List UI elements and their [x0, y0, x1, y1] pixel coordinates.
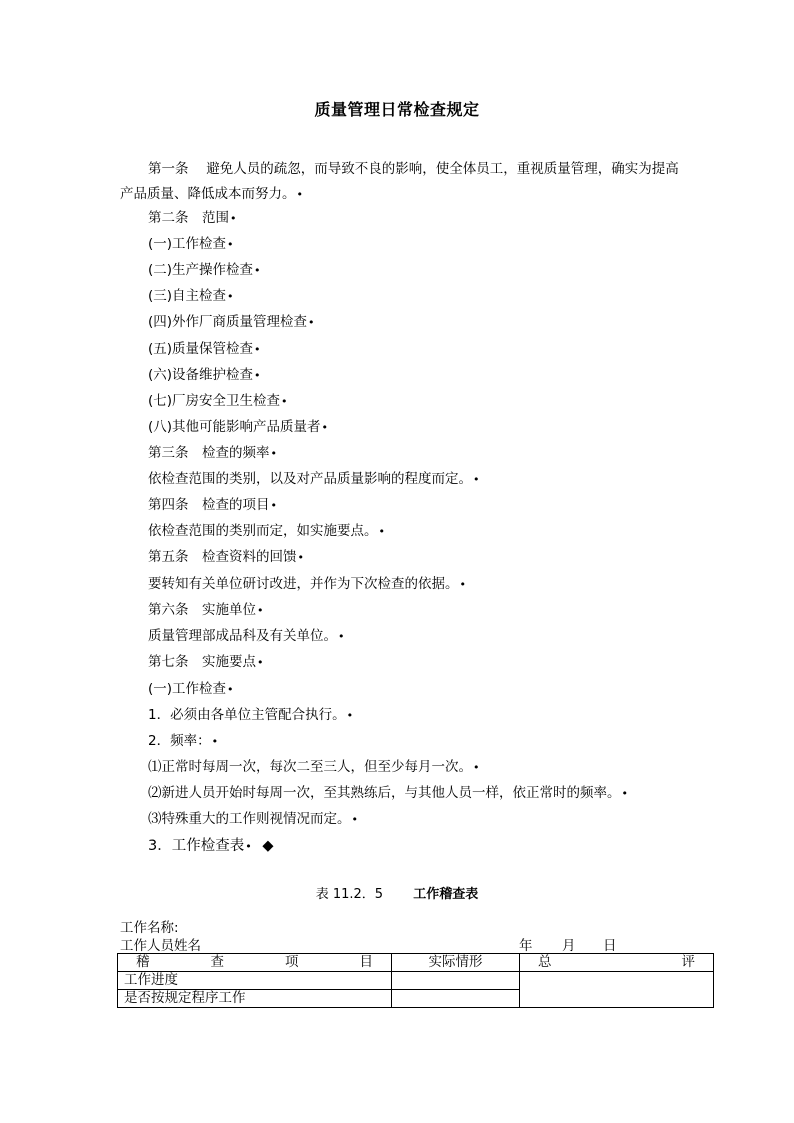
list-item: 1．必须由各单位主管配合执行。• — [148, 707, 354, 723]
inspection-table — [117, 953, 714, 1008]
page-title: 质量管理日常检查规定 — [314, 100, 480, 119]
list-item: 第五条 检查资料的回馈• — [148, 549, 304, 565]
list-item: 第四条 检查的项目• — [148, 497, 277, 513]
header-inspection-item: 稽 查 项 目 — [118, 954, 392, 972]
list-item: 要转知有关单位研讨改进，并作为下次检查的依据。• — [148, 576, 466, 592]
list-item: (三)自主检查• — [148, 288, 234, 304]
article-1-text: 第一条 避免人员的疏忽，而导致不良的影响，使全体员工，重视质量管理，确实为提高产品质量、降低成本而努力。 — [120, 161, 679, 202]
list-item: (一)工作检查• — [148, 236, 234, 252]
table-header-row — [118, 954, 714, 972]
row-label: 工作进度 — [118, 972, 392, 990]
list-item: (五)质量保管检查• — [148, 341, 261, 357]
worker-name-label: 工作人员姓名 — [120, 938, 201, 954]
date-year: 年 — [519, 938, 533, 954]
list-item: (七)厂房安全卫生检查• — [148, 393, 288, 409]
list-item: ⑵新进人员开始时每周一次，至其熟练后，与其他人员一样，依正常时的频率。• — [148, 785, 628, 801]
list-item: (八)其他可能影响产品质量者• — [148, 419, 329, 435]
list-item: (一)工作检查• — [148, 681, 234, 697]
header-actual-situation: 实际情形 — [392, 954, 520, 972]
list-item: 2．频率：• — [148, 733, 219, 749]
date-day: 日 — [603, 938, 617, 954]
date-month: 月 — [562, 938, 576, 954]
list-item: 第六条 实施单位• — [148, 602, 264, 618]
actual-situation-cell[interactable] — [392, 972, 520, 990]
list-item: 质量管理部成品科及有关单位。• — [148, 628, 345, 644]
list-item: ⑶特殊重大的工作则视情况而定。• — [148, 811, 358, 827]
work-name-label: 工作名称: — [120, 920, 179, 936]
header-overall-evaluation: 总 评 — [520, 954, 714, 972]
table-caption — [0, 883, 794, 902]
caption-name: 工作稽查表 — [413, 887, 479, 902]
overall-evaluation-cell[interactable] — [520, 972, 714, 1008]
list-item: 第三条 检查的频率• — [148, 445, 277, 461]
list-item: 依检查范围的类别，以及对产品质量影响的程度而定。• — [148, 471, 480, 487]
actual-situation-cell[interactable] — [392, 990, 520, 1008]
caption-number: 表 11.2．5 — [315, 887, 384, 902]
list-item: (二)生产操作检查• — [148, 262, 261, 278]
list-item: 第七条 实施要点• — [148, 654, 264, 670]
table-row — [118, 972, 714, 990]
diamond-icon: ◆ — [262, 838, 274, 854]
paragraph-mark: • — [296, 188, 303, 201]
list-item: 依检查范围的类别而定，如实施要点。• — [148, 523, 385, 539]
article-1 — [120, 157, 680, 207]
row-label: 是否按规定程序工作 — [118, 990, 392, 1008]
list-item: (四)外作厂商质量管理检查• — [148, 314, 315, 330]
list-item: (六)设备维护检查• — [148, 367, 261, 383]
item-3-heading: 3．工作检查表• ◆ — [148, 838, 274, 854]
list-item: 第二条 范围• — [148, 210, 237, 226]
list-item: ⑴正常时每周一次，每次二至三人，但至少每月一次。• — [148, 759, 480, 775]
